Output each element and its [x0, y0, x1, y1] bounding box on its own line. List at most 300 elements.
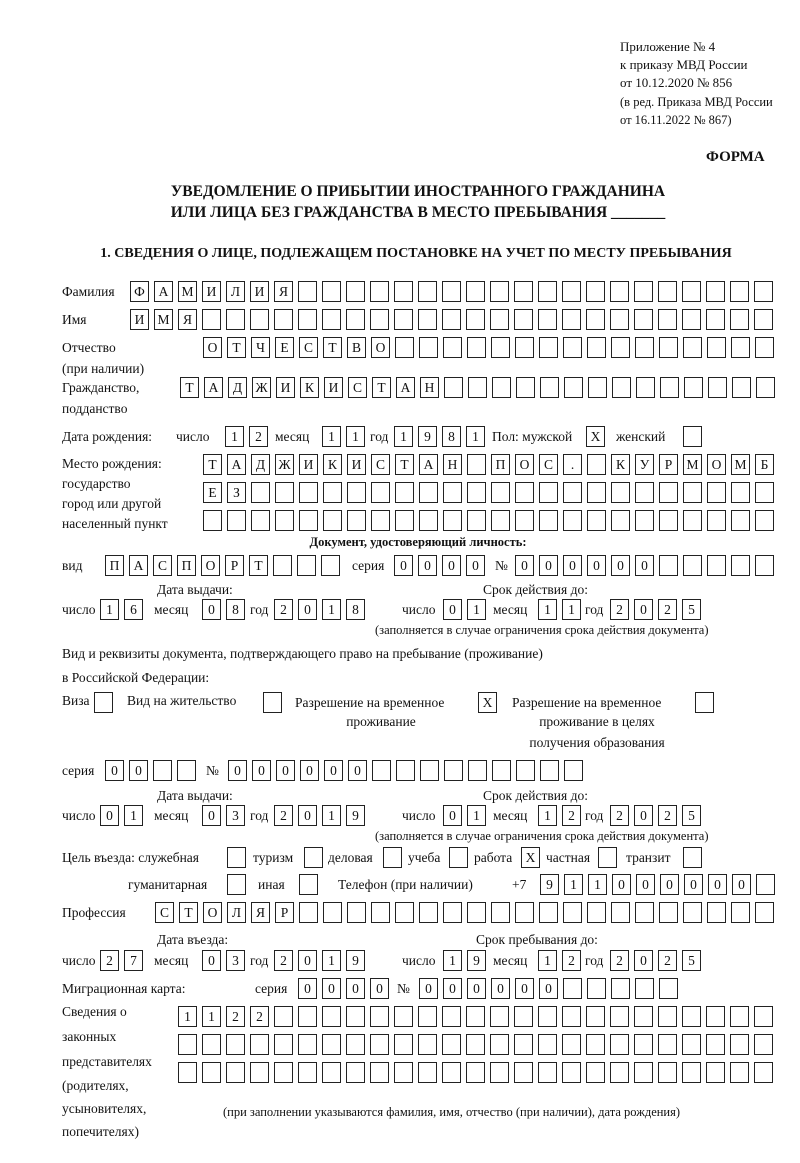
char-box-rep1[interactable] [538, 1006, 557, 1027]
char-box-rep1[interactable] [514, 1006, 533, 1027]
char-box-rd-number[interactable] [540, 760, 559, 781]
char-box-birth-place2[interactable] [299, 482, 318, 503]
checkbox-residence[interactable] [263, 692, 282, 713]
char-box-rep3[interactable] [610, 1062, 629, 1083]
char-box-birth-place2[interactable] [491, 482, 510, 503]
char-box-birth-place1[interactable]: К [323, 454, 342, 475]
char-box-rd-number[interactable]: 0 [228, 760, 247, 781]
char-box-profession[interactable] [659, 902, 678, 923]
char-box-birth-place1[interactable]: А [227, 454, 246, 475]
char-box-id-kind[interactable]: О [201, 555, 220, 576]
char-box-citizenship[interactable]: И [276, 377, 295, 398]
char-box-birth-place1[interactable]: Д [251, 454, 270, 475]
char-box-id-kind[interactable]: П [177, 555, 196, 576]
char-box-birth-place3[interactable] [371, 510, 390, 531]
char-box-rep1[interactable]: 1 [202, 1006, 221, 1027]
char-box-birth-place1[interactable]: С [371, 454, 390, 475]
char-box-name[interactable] [418, 309, 437, 330]
char-box-birth-place1[interactable] [587, 454, 606, 475]
char-box-rd-series[interactable] [177, 760, 196, 781]
char-box-name[interactable] [610, 309, 629, 330]
char-box-mc-number[interactable]: 0 [443, 978, 462, 999]
char-box-surname[interactable] [730, 281, 749, 302]
char-box-id-issue-month[interactable]: 8 [226, 599, 245, 620]
char-box-id-issue-year[interactable]: 0 [298, 599, 317, 620]
char-box-birth-place2[interactable] [347, 482, 366, 503]
char-box-patronymic[interactable] [731, 337, 750, 358]
char-box-id-valid-month[interactable]: 1 [538, 599, 557, 620]
char-box-profession[interactable]: Т [179, 902, 198, 923]
char-box-profession[interactable]: Я [251, 902, 270, 923]
char-box-rep3[interactable] [754, 1062, 773, 1083]
char-box-birth-place3[interactable] [491, 510, 510, 531]
char-box-rep3[interactable] [298, 1062, 317, 1083]
char-box-birth-place3[interactable] [731, 510, 750, 531]
char-box-profession[interactable] [419, 902, 438, 923]
char-box-surname[interactable] [706, 281, 725, 302]
char-box-rd-issue-year[interactable]: 2 [274, 805, 293, 826]
char-box-stay-day[interactable]: 1 [443, 950, 462, 971]
char-box-mc-number[interactable] [635, 978, 654, 999]
checkbox-sex-female[interactable] [683, 426, 702, 447]
char-box-birth-place2[interactable] [635, 482, 654, 503]
char-box-rep2[interactable] [202, 1034, 221, 1055]
char-box-surname[interactable]: М [178, 281, 197, 302]
char-box-mc-number[interactable]: 0 [419, 978, 438, 999]
char-box-name[interactable] [682, 309, 701, 330]
char-box-birth-place1[interactable]: Н [443, 454, 462, 475]
char-box-profession[interactable] [443, 902, 462, 923]
char-box-surname[interactable] [538, 281, 557, 302]
char-box-rd-valid-year[interactable]: 2 [658, 805, 677, 826]
char-box-rep3[interactable] [418, 1062, 437, 1083]
char-box-surname[interactable] [418, 281, 437, 302]
char-box-name[interactable] [202, 309, 221, 330]
char-box-id-valid-day[interactable]: 1 [467, 599, 486, 620]
char-box-birth-place2[interactable]: З [227, 482, 246, 503]
char-box-mc-number[interactable]: 0 [467, 978, 486, 999]
char-box-rep2[interactable] [322, 1034, 341, 1055]
char-box-rep3[interactable] [682, 1062, 701, 1083]
char-box-birth-place2[interactable] [371, 482, 390, 503]
char-box-rep2[interactable] [274, 1034, 293, 1055]
char-box-mc-number[interactable] [659, 978, 678, 999]
char-box-id-kind[interactable]: П [105, 555, 124, 576]
char-box-birth-place2[interactable] [659, 482, 678, 503]
char-box-rep1[interactable]: 2 [250, 1006, 269, 1027]
char-box-birth-place2[interactable] [731, 482, 750, 503]
char-box-rd-issue-month[interactable]: 0 [202, 805, 221, 826]
char-box-birth-place3[interactable] [467, 510, 486, 531]
char-box-stay-month[interactable]: 1 [538, 950, 557, 971]
char-box-patronymic[interactable] [539, 337, 558, 358]
char-box-birth-place3[interactable] [251, 510, 270, 531]
char-box-rep1[interactable] [682, 1006, 701, 1027]
char-box-birth-place3[interactable] [683, 510, 702, 531]
char-box-patronymic[interactable]: В [347, 337, 366, 358]
char-box-profession[interactable] [731, 902, 750, 923]
char-box-name[interactable] [274, 309, 293, 330]
char-box-rep3[interactable] [346, 1062, 365, 1083]
char-box-rep2[interactable] [394, 1034, 413, 1055]
char-box-patronymic[interactable] [491, 337, 510, 358]
checkbox-p-work[interactable]: X [521, 847, 540, 868]
char-box-rep1[interactable] [730, 1006, 749, 1027]
char-box-patronymic[interactable] [755, 337, 774, 358]
char-box-mc-series[interactable]: 0 [322, 978, 341, 999]
char-box-birth-place3[interactable] [227, 510, 246, 531]
char-box-rep2[interactable] [586, 1034, 605, 1055]
char-box-patronymic[interactable] [683, 337, 702, 358]
char-box-surname[interactable]: И [250, 281, 269, 302]
char-box-citizenship[interactable]: И [324, 377, 343, 398]
char-box-rep3[interactable] [490, 1062, 509, 1083]
char-box-stay-month[interactable]: 2 [562, 950, 581, 971]
char-box-birth-place3[interactable] [659, 510, 678, 531]
char-box-birth-place1[interactable]: У [635, 454, 654, 475]
char-box-rd-issue-day[interactable]: 1 [124, 805, 143, 826]
char-box-entry-year[interactable]: 1 [322, 950, 341, 971]
char-box-birth-place1[interactable]: А [419, 454, 438, 475]
char-box-birth-place2[interactable] [515, 482, 534, 503]
char-box-profession[interactable]: Р [275, 902, 294, 923]
char-box-rep1[interactable] [490, 1006, 509, 1027]
char-box-citizenship[interactable]: Т [372, 377, 391, 398]
char-box-mc-number[interactable]: 0 [539, 978, 558, 999]
char-box-birth-place3[interactable] [515, 510, 534, 531]
char-box-name[interactable] [298, 309, 317, 330]
char-box-patronymic[interactable] [395, 337, 414, 358]
char-box-rd-number[interactable] [492, 760, 511, 781]
char-box-citizenship[interactable] [636, 377, 655, 398]
char-box-rep2[interactable] [178, 1034, 197, 1055]
char-box-surname[interactable]: И [202, 281, 221, 302]
char-box-phone[interactable]: 0 [732, 874, 751, 895]
char-box-patronymic[interactable] [563, 337, 582, 358]
char-box-birth-place2[interactable] [395, 482, 414, 503]
char-box-birth-place2[interactable] [587, 482, 606, 503]
char-box-surname[interactable] [658, 281, 677, 302]
char-box-stay-year[interactable]: 2 [610, 950, 629, 971]
char-box-phone[interactable]: 0 [684, 874, 703, 895]
char-box-birth-place3[interactable] [395, 510, 414, 531]
checkbox-p-business[interactable] [383, 847, 402, 868]
char-box-profession[interactable] [707, 902, 726, 923]
char-box-name[interactable] [658, 309, 677, 330]
char-box-citizenship[interactable]: А [204, 377, 223, 398]
char-box-entry-year[interactable]: 0 [298, 950, 317, 971]
char-box-entry-day[interactable]: 7 [124, 950, 143, 971]
char-box-rep1[interactable] [418, 1006, 437, 1027]
char-box-surname[interactable] [298, 281, 317, 302]
checkbox-sex-male[interactable]: X [586, 426, 605, 447]
char-box-rd-series[interactable]: 0 [129, 760, 148, 781]
char-box-patronymic[interactable]: Т [227, 337, 246, 358]
char-box-birth-day[interactable]: 2 [249, 426, 268, 447]
char-box-patronymic[interactable] [419, 337, 438, 358]
char-box-rep2[interactable] [658, 1034, 677, 1055]
char-box-birth-place2[interactable]: Е [203, 482, 222, 503]
char-box-rep2[interactable] [610, 1034, 629, 1055]
char-box-profession[interactable] [683, 902, 702, 923]
char-box-mc-number[interactable] [611, 978, 630, 999]
char-box-birth-place2[interactable] [707, 482, 726, 503]
char-box-rep2[interactable] [442, 1034, 461, 1055]
char-box-rep3[interactable] [274, 1062, 293, 1083]
char-box-birth-place2[interactable] [563, 482, 582, 503]
char-box-rep3[interactable] [250, 1062, 269, 1083]
char-box-surname[interactable]: Я [274, 281, 293, 302]
checkbox-temp-res-edu[interactable] [695, 692, 714, 713]
char-box-citizenship[interactable] [492, 377, 511, 398]
char-box-name[interactable] [706, 309, 725, 330]
char-box-patronymic[interactable] [659, 337, 678, 358]
char-box-patronymic[interactable]: О [371, 337, 390, 358]
char-box-surname[interactable] [394, 281, 413, 302]
char-box-id-valid-year[interactable]: 0 [634, 599, 653, 620]
char-box-profession[interactable]: С [155, 902, 174, 923]
char-box-rep3[interactable] [202, 1062, 221, 1083]
char-box-citizenship[interactable]: С [348, 377, 367, 398]
char-box-patronymic[interactable] [611, 337, 630, 358]
char-box-id-number[interactable] [707, 555, 726, 576]
char-box-rep3[interactable] [706, 1062, 725, 1083]
char-box-birth-month[interactable]: 1 [346, 426, 365, 447]
char-box-surname[interactable] [466, 281, 485, 302]
char-box-rep3[interactable] [466, 1062, 485, 1083]
char-box-rep2[interactable] [754, 1034, 773, 1055]
char-box-birth-place1[interactable]: С [539, 454, 558, 475]
char-box-patronymic[interactable]: Е [275, 337, 294, 358]
char-box-patronymic[interactable] [635, 337, 654, 358]
char-box-rd-series[interactable]: 0 [105, 760, 124, 781]
char-box-id-number[interactable] [659, 555, 678, 576]
char-box-patronymic[interactable]: Т [323, 337, 342, 358]
char-box-rep1[interactable] [754, 1006, 773, 1027]
char-box-id-valid-day[interactable]: 0 [443, 599, 462, 620]
char-box-rep1[interactable] [298, 1006, 317, 1027]
char-box-birth-place3[interactable] [755, 510, 774, 531]
char-box-rd-issue-year[interactable]: 0 [298, 805, 317, 826]
char-box-id-number[interactable]: 0 [539, 555, 558, 576]
char-box-name[interactable] [754, 309, 773, 330]
char-box-name[interactable] [394, 309, 413, 330]
char-box-birth-place1[interactable]: К [611, 454, 630, 475]
char-box-profession[interactable] [755, 902, 774, 923]
char-box-rd-valid-day[interactable]: 0 [443, 805, 462, 826]
char-box-name[interactable] [562, 309, 581, 330]
char-box-birth-place1[interactable]: Б [755, 454, 774, 475]
char-box-id-valid-month[interactable]: 1 [562, 599, 581, 620]
char-box-id-kind[interactable]: Р [225, 555, 244, 576]
char-box-rep2[interactable] [298, 1034, 317, 1055]
char-box-rep1[interactable] [610, 1006, 629, 1027]
char-box-citizenship[interactable] [564, 377, 583, 398]
char-box-rep2[interactable] [634, 1034, 653, 1055]
char-box-name[interactable]: И [130, 309, 149, 330]
char-box-id-series[interactable]: 0 [466, 555, 485, 576]
char-box-id-kind[interactable] [321, 555, 340, 576]
char-box-rep3[interactable] [322, 1062, 341, 1083]
char-box-rd-valid-month[interactable]: 2 [562, 805, 581, 826]
char-box-name[interactable] [490, 309, 509, 330]
char-box-rd-number[interactable] [396, 760, 415, 781]
char-box-profession[interactable] [491, 902, 510, 923]
char-box-birth-place1[interactable]: О [515, 454, 534, 475]
char-box-rep3[interactable] [658, 1062, 677, 1083]
char-box-birth-place2[interactable] [467, 482, 486, 503]
char-box-birth-year[interactable]: 1 [466, 426, 485, 447]
char-box-birth-place3[interactable] [587, 510, 606, 531]
char-box-profession[interactable] [635, 902, 654, 923]
char-box-surname[interactable] [610, 281, 629, 302]
char-box-citizenship[interactable] [732, 377, 751, 398]
char-box-rep3[interactable] [226, 1062, 245, 1083]
char-box-stay-year[interactable]: 2 [658, 950, 677, 971]
char-box-rd-valid-day[interactable]: 1 [467, 805, 486, 826]
char-box-birth-place1[interactable]: Р [659, 454, 678, 475]
char-box-rd-number[interactable]: 0 [348, 760, 367, 781]
char-box-surname[interactable] [442, 281, 461, 302]
char-box-name[interactable] [346, 309, 365, 330]
checkbox-p-tourism[interactable] [304, 847, 323, 868]
char-box-birth-place3[interactable] [611, 510, 630, 531]
char-box-rep3[interactable] [562, 1062, 581, 1083]
checkbox-p-official[interactable] [227, 847, 246, 868]
char-box-id-number[interactable] [755, 555, 774, 576]
char-box-rep3[interactable] [514, 1062, 533, 1083]
char-box-profession[interactable] [395, 902, 414, 923]
char-box-id-issue-month[interactable]: 0 [202, 599, 221, 620]
checkbox-p-transit[interactable] [683, 847, 702, 868]
char-box-rd-number[interactable] [420, 760, 439, 781]
char-box-rd-number[interactable]: 0 [276, 760, 295, 781]
char-box-birth-place1[interactable]: И [299, 454, 318, 475]
char-box-rd-issue-year[interactable]: 1 [322, 805, 341, 826]
char-box-birth-place2[interactable] [611, 482, 630, 503]
char-box-birth-place3[interactable] [323, 510, 342, 531]
char-box-citizenship[interactable] [756, 377, 775, 398]
char-box-citizenship[interactable] [612, 377, 631, 398]
char-box-surname[interactable] [322, 281, 341, 302]
char-box-birth-place3[interactable] [347, 510, 366, 531]
char-box-name[interactable] [514, 309, 533, 330]
char-box-birth-place2[interactable] [419, 482, 438, 503]
char-box-id-kind[interactable]: А [129, 555, 148, 576]
char-box-surname[interactable] [514, 281, 533, 302]
char-box-birth-day[interactable]: 1 [225, 426, 244, 447]
char-box-rep1[interactable] [274, 1006, 293, 1027]
char-box-profession[interactable] [323, 902, 342, 923]
char-box-id-number[interactable] [731, 555, 750, 576]
char-box-citizenship[interactable] [444, 377, 463, 398]
char-box-phone[interactable]: 1 [564, 874, 583, 895]
char-box-entry-month[interactable]: 3 [226, 950, 245, 971]
char-box-entry-day[interactable]: 2 [100, 950, 119, 971]
char-box-id-kind[interactable] [273, 555, 292, 576]
char-box-citizenship[interactable] [708, 377, 727, 398]
char-box-entry-month[interactable]: 0 [202, 950, 221, 971]
char-box-patronymic[interactable]: О [203, 337, 222, 358]
char-box-id-kind[interactable] [297, 555, 316, 576]
checkbox-temp-res[interactable]: X [478, 692, 497, 713]
char-box-mc-number[interactable] [587, 978, 606, 999]
char-box-rep2[interactable] [562, 1034, 581, 1055]
char-box-surname[interactable] [586, 281, 605, 302]
char-box-mc-series[interactable]: 0 [346, 978, 365, 999]
char-box-rep3[interactable] [586, 1062, 605, 1083]
char-box-id-number[interactable]: 0 [587, 555, 606, 576]
char-box-surname[interactable] [754, 281, 773, 302]
char-box-surname[interactable] [682, 281, 701, 302]
char-box-name[interactable]: М [154, 309, 173, 330]
char-box-name[interactable] [538, 309, 557, 330]
char-box-rep2[interactable] [226, 1034, 245, 1055]
char-box-mc-number[interactable] [563, 978, 582, 999]
char-box-profession[interactable] [347, 902, 366, 923]
char-box-profession[interactable]: Л [227, 902, 246, 923]
char-box-surname[interactable]: Ф [130, 281, 149, 302]
char-box-rd-valid-year[interactable]: 0 [634, 805, 653, 826]
checkbox-visa[interactable] [94, 692, 113, 713]
char-box-birth-place3[interactable] [563, 510, 582, 531]
char-box-mc-number[interactable]: 0 [515, 978, 534, 999]
char-box-profession[interactable] [587, 902, 606, 923]
char-box-birth-place1[interactable]: И [347, 454, 366, 475]
char-box-surname[interactable] [370, 281, 389, 302]
char-box-rep1[interactable] [634, 1006, 653, 1027]
char-box-phone[interactable] [756, 874, 775, 895]
char-box-citizenship[interactable]: Д [228, 377, 247, 398]
char-box-birth-place1[interactable]: М [683, 454, 702, 475]
char-box-mc-series[interactable]: 0 [298, 978, 317, 999]
char-box-rep1[interactable] [658, 1006, 677, 1027]
char-box-rep1[interactable] [562, 1006, 581, 1027]
char-box-stay-year[interactable]: 5 [682, 950, 701, 971]
char-box-birth-year[interactable]: 8 [442, 426, 461, 447]
char-box-citizenship[interactable]: Т [180, 377, 199, 398]
char-box-surname[interactable]: Л [226, 281, 245, 302]
char-box-birth-year[interactable]: 1 [394, 426, 413, 447]
char-box-rd-number[interactable] [516, 760, 535, 781]
char-box-birth-place2[interactable] [755, 482, 774, 503]
char-box-id-issue-day[interactable]: 1 [100, 599, 119, 620]
char-box-birth-place1[interactable]: Т [203, 454, 222, 475]
char-box-profession[interactable] [611, 902, 630, 923]
checkbox-p-other[interactable] [299, 874, 318, 895]
char-box-phone[interactable]: 0 [612, 874, 631, 895]
char-box-birth-place2[interactable] [251, 482, 270, 503]
char-box-birth-place1[interactable]: О [707, 454, 726, 475]
char-box-birth-place3[interactable] [707, 510, 726, 531]
char-box-patronymic[interactable] [467, 337, 486, 358]
char-box-id-valid-year[interactable]: 2 [610, 599, 629, 620]
char-box-birth-place3[interactable] [539, 510, 558, 531]
char-box-patronymic[interactable] [707, 337, 726, 358]
char-box-rd-valid-year[interactable]: 5 [682, 805, 701, 826]
char-box-phone[interactable]: 0 [636, 874, 655, 895]
char-box-phone[interactable]: 0 [708, 874, 727, 895]
char-box-name[interactable] [442, 309, 461, 330]
char-box-id-issue-year[interactable]: 2 [274, 599, 293, 620]
char-box-profession[interactable] [563, 902, 582, 923]
char-box-birth-year[interactable]: 9 [418, 426, 437, 447]
char-box-rep1[interactable] [394, 1006, 413, 1027]
char-box-phone[interactable]: 9 [540, 874, 559, 895]
char-box-birth-place2[interactable] [323, 482, 342, 503]
char-box-profession[interactable] [467, 902, 486, 923]
char-box-id-series[interactable]: 0 [442, 555, 461, 576]
